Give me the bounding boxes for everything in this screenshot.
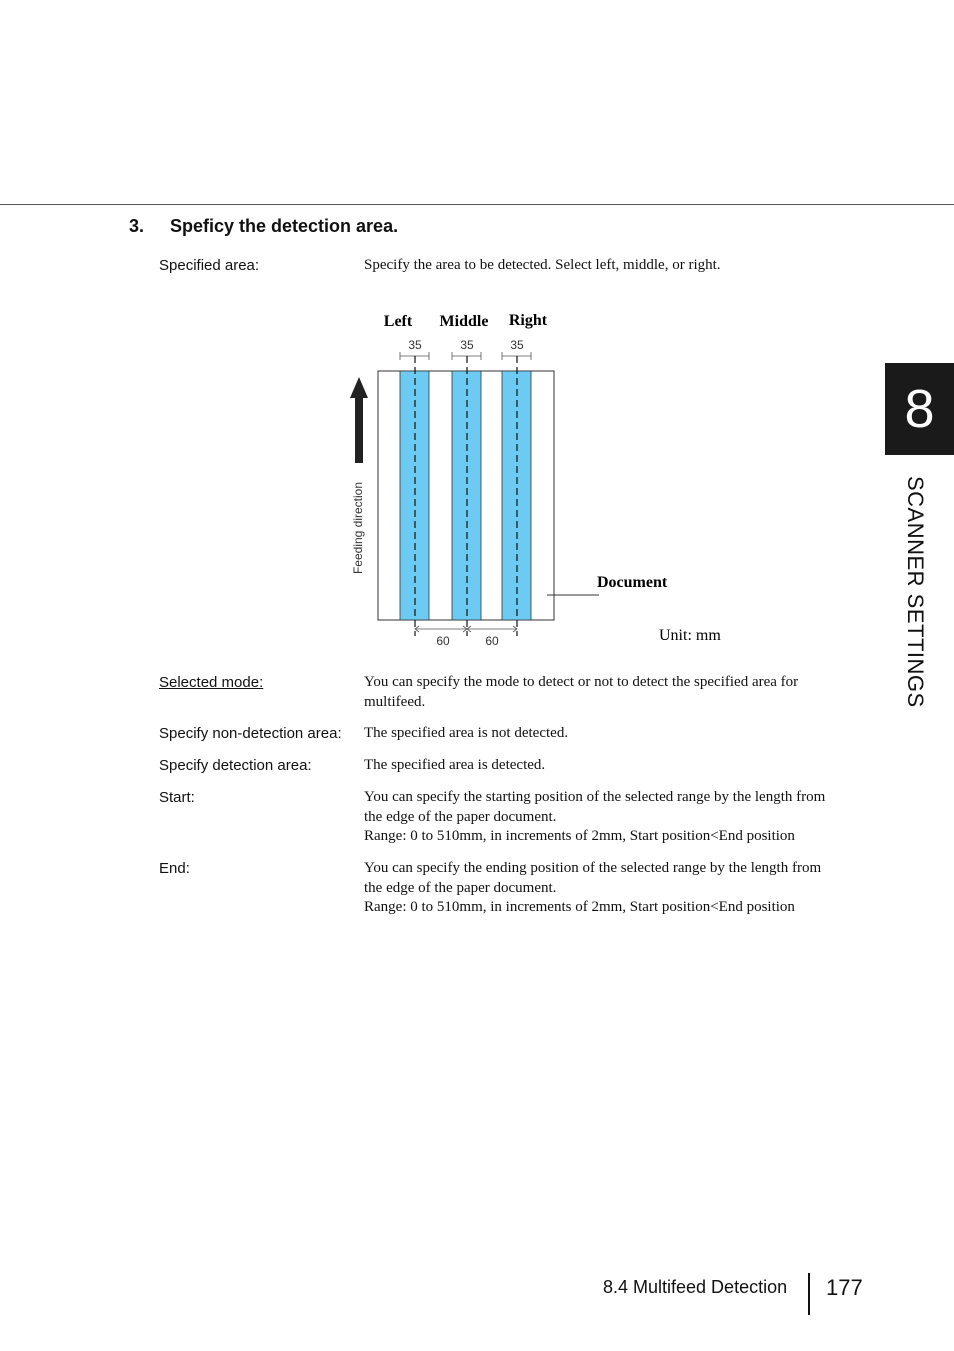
term-selected-mode: Selected mode:: [159, 674, 264, 691]
label-left: Left: [383, 313, 413, 330]
desc-specified-area: [364, 256, 834, 276]
desc-detection-area: [364, 756, 834, 776]
step-title: Speficy the detection area.: [170, 216, 399, 236]
desc-non-detection-area: [364, 724, 834, 744]
term-end: End:: [159, 860, 190, 877]
feeding-arrow-shaft: [355, 397, 363, 463]
header-rule: [0, 204, 954, 205]
desc-end: [364, 859, 834, 918]
footer-divider: [808, 1273, 810, 1315]
width-left: 35: [408, 338, 422, 352]
spacing-left-middle: 60: [436, 634, 450, 648]
width-dimension-lines: [400, 352, 531, 360]
spacing-dimension-lines: [415, 626, 517, 632]
footer-section-title: 8.4 Multifeed Detection: [603, 1277, 788, 1297]
desc-line: You can specify the mode to detect or not to detect the specified area for multifeed.: [364, 674, 799, 710]
desc-line: You can specify the starting position of the selected range by the length from the edge of the paper document.: [364, 789, 826, 825]
spacing-middle-right: 60: [485, 634, 499, 648]
term-detection-area: Specify detection area:: [159, 757, 312, 774]
term-non-detection-area: Specify non-detection area:: [159, 725, 342, 742]
desc-line: You can specify the ending position of the selected range by the length from the edge of the paper document.: [364, 860, 822, 896]
term-specified-area: Specified area:: [159, 257, 260, 274]
desc-line: Specify the area to be detected. Select left, middle, or right.: [364, 257, 721, 273]
chapter-tab: [885, 363, 954, 455]
chapter-title: SCANNER SETTINGS: [903, 476, 928, 708]
width-right: 35: [510, 338, 524, 352]
page-number: 177: [826, 1275, 863, 1300]
label-right: Right: [508, 312, 548, 329]
arrow-up-icon: [350, 377, 368, 398]
detection-area-diagram: [340, 300, 750, 655]
feeding-direction-label: Feeding direction: [351, 481, 365, 575]
desc-range: Range: 0 to 510mm, in increments of 2mm, Start position<End position: [364, 828, 795, 844]
desc-range: Range: 0 to 510mm, in increments of 2mm, Start position<End position: [364, 899, 795, 915]
step-heading: [129, 216, 398, 237]
width-middle: 35: [460, 338, 474, 352]
document-label: Document: [597, 574, 668, 591]
desc-line: The specified area is detected.: [364, 757, 546, 773]
term-start: Start:: [159, 789, 195, 806]
step-number: 3.: [129, 216, 145, 236]
desc-line: The specified area is not detected.: [364, 725, 569, 741]
label-middle: Middle: [439, 313, 489, 330]
chapter-number: 8: [904, 379, 935, 439]
desc-selected-mode: [364, 673, 834, 712]
desc-start: [364, 788, 834, 847]
unit-label: Unit: mm: [659, 627, 721, 644]
